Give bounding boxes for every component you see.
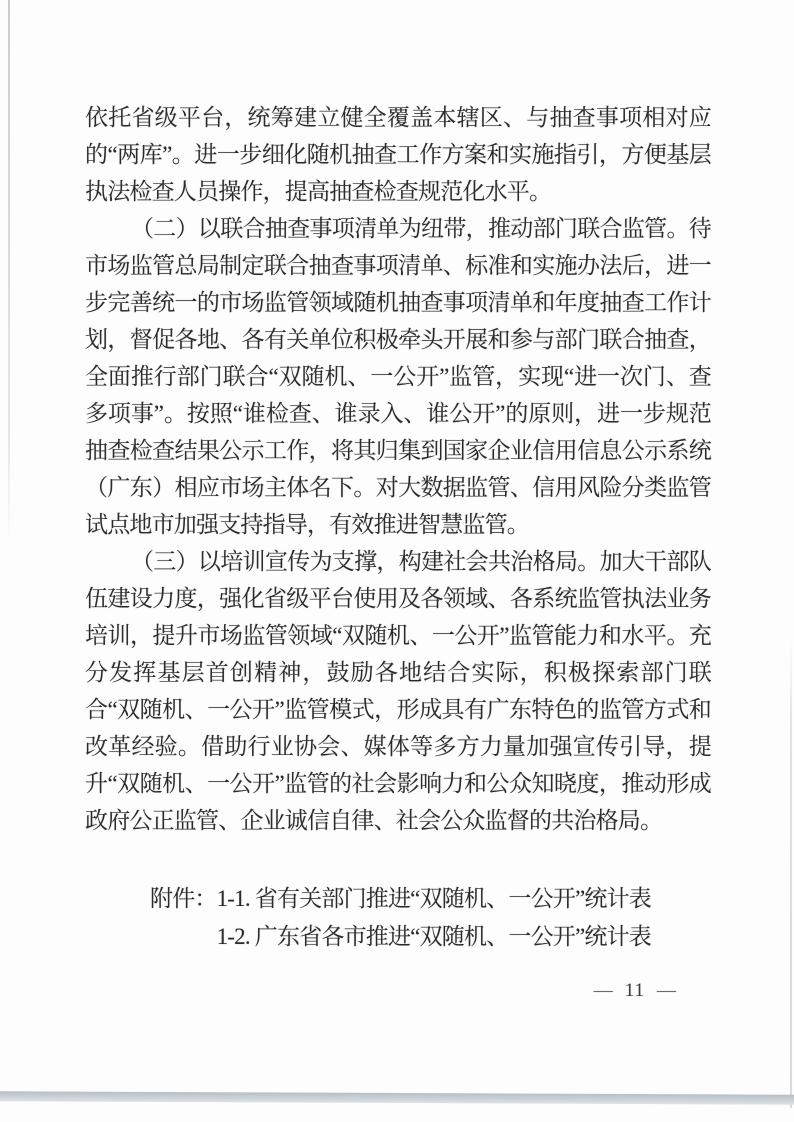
document-body: [85, 99, 711, 956]
body-paragraph-continuation: 依托省级平台，统筹建立健全覆盖本辖区、与抽查事项相对应的“两库”。进一步细化随机抽查工作方案和实施指引，方便基层执法检查人员操作，提高抽查检查规范化水平。: [85, 105, 711, 204]
attachments-items: [217, 880, 651, 956]
attachment-item: 1-2. 广东省各市推进“双随机、一公开”统计表: [216, 924, 651, 949]
body-paragraph-section-3: （三）以培训宣传为支撑，构建社会共治格局。加大干部队伍建设力度，强化省级平台使用及各领域、各系统监管执法业务培训，提升市场监管领域“双随机、一公开”监管能力和水平。充分发挥基层首创精神，鼓励各地结合实际，积极探索部门联合“双随机、一公开”监管模式，形成具有广东特色的监管方式和改革经验。借助行业协会、媒体等多方力量加强宣传引导，提升“双随机、一公开”监管的社会影响力和公众知晓度，推动形成政府公正监管、企业诚信自律、社会公众监督的共治格局。: [85, 549, 711, 833]
page-number-left-dash: —: [593, 980, 613, 1001]
body-paragraph-section-2: （二）以联合抽查事项清单为纽带，推动部门联合监管。待市场监管总局制定联合抽查事项清单、标准和实施办法后，进一步完善统一的市场监管领域随机抽查事项清单和年度抽查工作计划，督促各地、各有关单位积极牵头开展和参与部门联合抽查，全面推行部门联合“双随机、一公开”监管，实现“进一次门、查多项事”。按照“谁检查、谁录入、谁公开”的原则，进一步规范抽查检查结果公示工作，将其归集到国家企业信用信息公示系统（广东）相应市场主体名下。对大数据监管、信用风险分类监管试点地市加强支持指导，有效推进智慧监管。: [85, 216, 711, 537]
page-number-value: 11: [624, 980, 645, 1001]
page-number: [594, 980, 676, 1002]
scan-edge-right-line: [790, 638, 792, 1108]
page-number-right-dash: —: [657, 980, 676, 1001]
scan-bottom-edge-band: [0, 1091, 794, 1105]
attachment-item: 1-1. 省有关部门推进“双随机、一公开”统计表: [216, 886, 651, 911]
scan-edge-left-line: [8, 0, 10, 545]
attachments-label: 附件：: [150, 886, 217, 911]
attachments-block: [150, 880, 711, 956]
